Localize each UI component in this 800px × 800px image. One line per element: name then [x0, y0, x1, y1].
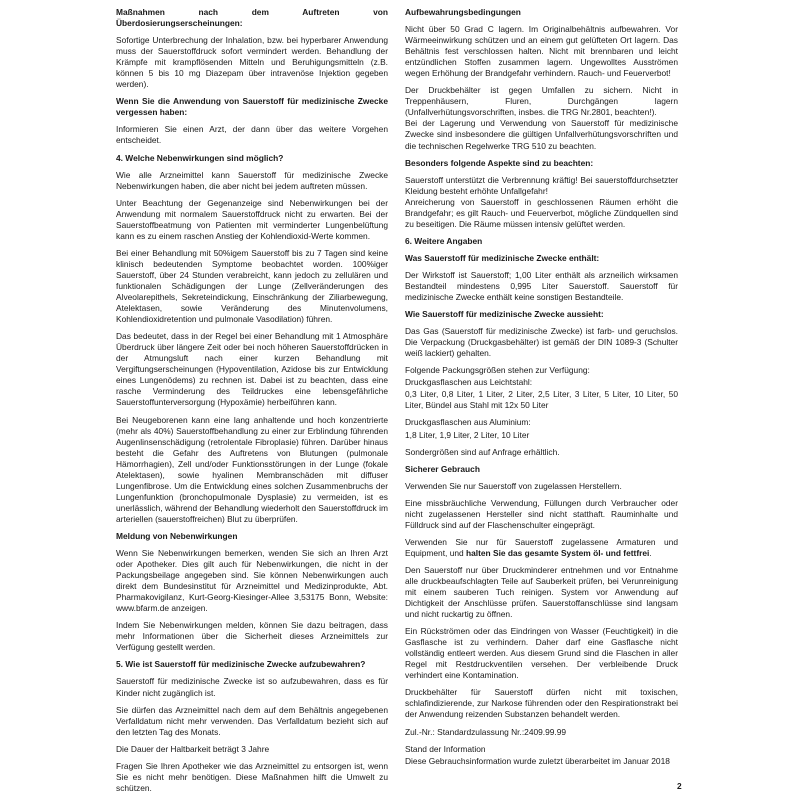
- paragraph: Indem Sie Nebenwirkungen melden, können Sie dazu beitragen, dass mehr Informationen über die Sicherheit dieses Arzneimittels zur Verfügung gestellt werden.: [116, 620, 388, 653]
- paragraph: Druckbehälter für Sauerstoff dürfen nicht mit toxischen, schlafindizierende, zur Narkose führenden oder den Respirationstrakt bei der Anwendung reizenden Substanzen behandelt werden.: [405, 687, 678, 720]
- paragraph: Wenn Sie Nebenwirkungen bemerken, wenden Sie sich an Ihren Arzt oder Apotheker. Dies gilt auch für Nebenwirkungen, die nicht in der Packungsbeilage angegeben sind. Sie können Nebenwirkungen auch direkt dem Bundesinstitut für Arzneimittel und Medizinprodukte, Abt. Pharmakovigilanz, Kurt-Georg-Kiesinger-Allee 3,53175 Bonn, Website: www.bfarm.de anzeigen.: [116, 548, 388, 614]
- paragraph: Verwenden Sie nur für Sauerstoff zugelassene Armaturen und Equipment, und halten Sie das gesamte System öl- und fettfrei.: [405, 536, 678, 558]
- paragraph: Bei der Lagerung und Verwendung von Sauerstoff für medizinische Zwecke sind insbesondere die gültigen Unfallverhütungsvorschriften und die technischen Regelwerke TRG 510 zu beachten.: [405, 118, 678, 151]
- paragraph: Bei einer Behandlung mit 50%igem Sauerstoff bis zu 7 Tagen sind keine klinisch bedeutenden Symptome beobachtet worden. 100%iger Sauerstoff, über 24 Stunden verabreicht, kann jedoch zu zellulären und funktionalen Schädigungen der Lunge (Zellveränderungen des Alveolarepithels, Sekreteindickung, Einschränkung der Ziliarbewegung, Atelektasen, sowie Veränderung des Minutenvolumens, Kohlendioxidretention und pulmonale Vasodilation) führen.: [116, 247, 388, 325]
- paragraph: Folgende Packungsgrößen stehen zur Verfügung:: [405, 365, 590, 376]
- paragraph: Eine missbräuchliche Verwendung, Füllungen durch Verbraucher oder nicht zugelassenen Hersteller sind nicht statthaft. Rauminhalte und Fülldruck sind auf der Flaschenschulter eingeprägt.: [405, 497, 678, 530]
- section-heading-massnahmen-nach-dem-auftreten-von-uberdo: Maßnahmen nach dem Auftreten von Überdosierungserscheinungen:: [116, 7, 388, 29]
- paragraph: Fragen Sie Ihren Apotheker wie das Arzneimittel zu entsorgen ist, wenn Sie es nicht mehr benötigen. Diese Maßnahmen hilft die Umwelt zu schützen.: [116, 760, 388, 793]
- paragraph: Verwenden Sie nur Sauerstoff von zugelassen Herstellern.: [405, 480, 622, 491]
- paragraph: Das Gas (Sauerstoff für medizinische Zwecke) ist farb- und geruchslos. Die Verpackung (Druckgasbehälter) ist gemäß der DIN 1089-3 (Schulter weiß lackiert) gehalten.: [405, 326, 678, 359]
- section-heading-sicherer-gebrauch: Sicherer Gebrauch: [405, 463, 480, 474]
- paragraph: Bei Neugeborenen kann eine lang anhaltende und hoch konzentrierte (mehr als 40%) Sauerstoffbehandlung zu einer zur Erblindung führenden Augenlinsenschädigung (retrolentale Fibroplasie) führen. Darüber hinaus besteht die Gefahr des Auftretens von Blutungen (pulmonale Hämorrhagien), Zell und/oder Funktionsstörungen in der Lunge (fokale Atelektasen), sowie hyalinen Membranschäden mit diffuser Lungenfibrose. Um die Entwicklung eines solchen Zusammenbruchs der Lungenfunktion (bronchopulmonale Dysplasie) zu vermeiden, ist es unerlässlich, während der Behandlung wiederholt den Sauerstoffdruck im arteriellen (sauerstoffreichen) Blut zu überprüfen.: [116, 414, 388, 524]
- right-column: [405, 7, 678, 773]
- paragraph: Der Druckbehälter ist gegen Umfallen zu sichern. Nicht in Treppenhäusern, Fluren, Durchgängen lagern (Unfallverhütungsvorschriften, insbes. die TRG Nr.2801, beachten!).: [405, 85, 678, 118]
- paragraph: Anreicherung von Sauerstoff in geschlossenen Räumen erhöht die Brandgefahr; es gilt Rauch- und Feuerverbot, mögliche Zündquellen sind zu beseitigen. Die Räume müssen intensiv gelüftet werden.: [405, 196, 678, 229]
- paragraph: Der Wirkstoff ist Sauerstoff; 1,00 Liter enthält als arzneilich wirksamen Bestandteil mindestens 0,995 Liter Sauerstoff. Sauerstoff für medizinische Zwecke enthält keine sonstigen Bestandteile.: [405, 269, 678, 303]
- paragraph: Sauerstoff für medizinische Zwecke ist so aufzubewahren, dass es für Kinder nicht zugänglich ist.: [116, 676, 388, 698]
- section-heading-was-sauerstoff-fur-medizinische-zwecke-e: Was Sauerstoff für medizinische Zwecke enthält:: [405, 252, 600, 263]
- paragraph: Ein Rückströmen oder das Eindringen von Wasser (Feuchtigkeit) in die Gasflasche ist zu verhindern. Daher darf eine Gasflasche nicht vollständig entleert werden. Aus diesem Grund sind die Flaschen in aller Regel mit Restdruckventilen versehen. Der verbleibende Druck verhindert eine Kontamination.: [405, 626, 678, 681]
- paragraph: Unter Beachtung der Gegenanzeige sind Nebenwirkungen bei der Anwendung mit normalem Sauerstoffdruck nicht zu erwarten. Bei der Sauerstoffbeatmung von Patienten mit verminderter Lungenbelüftung kann es zu einem raschen Anstieg der Kohlendioxid-Werte kommen.: [116, 197, 388, 241]
- section-heading-6-weitere-angaben: 6. Weitere Angaben: [405, 235, 483, 246]
- paragraph: Nicht über 50 Grad C lagern. Im Originalbehältnis aufbewahren. Vor Wärmeeinwirkung schützen und an einem gut gelüfteten Ort lagern. Das Behältnis fest verschlossen halten. Nicht mit brennbaren und leicht entzündlichen Stoffen zusammen lagern. Ungewolltes Ausströmen wegen Erhöhung der Brandgefahr verhindern. Rauch- und Feuerverbot!: [405, 24, 678, 79]
- paragraph: Den Sauerstoff nur über Druckminderer entnehmen und vor Entnahme alle druckbeaufschlagten Teile auf Sauberkeit prüfen, bei Verunreinigung mit einem sauberen Tuch reinigen. System vor Anwendung auf Dichtigkeit der Anschlüsse prüfen. Sauerstoffanschlüsse sind langsam und nicht ruckartig zu öffnen.: [405, 564, 678, 620]
- paragraph: Informieren Sie einen Arzt, der dann über das weitere Vorgehen entscheidet.: [116, 124, 388, 146]
- paragraph: Sofortige Unterbrechung der Inhalation, bzw. bei hyperbarer Anwendung muss der Sauerstoffdruck sofort vermindert werden. Behandlung der Krämpfe mit krampflösenden Mitteln und Beruhigungsmitteln (z.B. können 5 bis 10 mg Diazepam über intravenöse Injektion gegeben werden).: [116, 35, 388, 90]
- paragraph: Druckgasflaschen aus Leichtstahl:: [405, 377, 533, 388]
- page-number: 2: [677, 781, 682, 791]
- section-heading-meldung-von-nebenwirkungen: Meldung von Nebenwirkungen: [116, 530, 238, 541]
- paragraph: Sie dürfen das Arzneimittel nach dem auf dem Behältnis angegebenen Verfalldatum nicht mehr verwenden. Das Verfalldatum bezieht sich auf den letzten Tag des Monats.: [116, 704, 388, 737]
- paragraph: Druckgasflaschen aus Aluminium:: [405, 417, 531, 428]
- section-heading-wie-sauerstoff-fur-medizinische-zwecke-a: Wie Sauerstoff für medizinische Zwecke aussieht:: [405, 309, 604, 320]
- paragraph: Sondergrößen sind auf Anfrage erhältlich.: [405, 446, 560, 457]
- paragraph: Diese Gebrauchsinformation wurde zuletzt überarbeitet im Januar 2018: [405, 755, 670, 766]
- section-heading-aufbewahrungsbedingungen: Aufbewahrungsbedingungen: [405, 7, 521, 17]
- paragraph: Zul.-Nr.: Standardzulassung Nr.:2409.99.99: [405, 726, 567, 737]
- paragraph: 1,8 Liter, 1,9 Liter, 2 Liter, 10 Liter: [405, 429, 530, 440]
- paragraph: Wie alle Arzneimittel kann Sauerstoff für medizinische Zwecke Nebenwirkungen haben, die aber nicht bei jedem auftreten müssen.: [116, 169, 388, 191]
- section-heading-5-wie-ist-sauerstoff-fur-medizinische-zw: 5. Wie ist Sauerstoff für medizinische Zwecke aufzubewahren?: [116, 659, 366, 670]
- paragraph: 0,3 Liter, 0,8 Liter, 1 Liter, 2 Liter, 2,5 Liter, 3 Liter, 5 Liter, 10 Liter, 50 Liter, Bündel aus Stahl mit 12x 50 Liter: [405, 389, 678, 411]
- paragraph: Stand der Information: [405, 743, 486, 754]
- paragraph: Sauerstoff unterstützt die Verbrennung kräftig! Bei sauerstoffdurchsetzter Kleidung besteht erhöhte Unfallgefahr!: [405, 174, 678, 196]
- paragraph: Die Dauer der Haltbarkeit beträgt 3 Jahre: [116, 743, 270, 754]
- section-heading-4-welche-nebenwirkungen-sind-moglich: 4. Welche Nebenwirkungen sind möglich?: [116, 152, 284, 163]
- left-column: [116, 7, 388, 800]
- paragraph: Das bedeutet, dass in der Regel bei einer Behandlung mit 1 Atmosphäre Überdruck über längere Zeit oder bei noch höheren Sauerstoffdrücken in der Atmungsluft nach einer kurzen Behandlung mit Vergiftungserscheinungen (Hypoventilation, Azidose bis zur Entwicklung eines Lungenödems) zu rechnen ist. Dabei ist zu beachten, dass eine rasche Verminderung des Teildruckes eine lebensgefährliche Sauerstoffunterversorgung (Hypoxämie) herbeiführen kann.: [116, 331, 388, 408]
- section-heading-wenn-sie-die-anwendung-von-sauerstoff-fu: Wenn Sie die Anwendung von Sauerstoff für medizinische Zwecke vergessen haben:: [116, 96, 388, 118]
- section-heading-besonders-folgende-aspekte-sind-zu-beach: Besonders folgende Aspekte sind zu beachten:: [405, 157, 594, 168]
